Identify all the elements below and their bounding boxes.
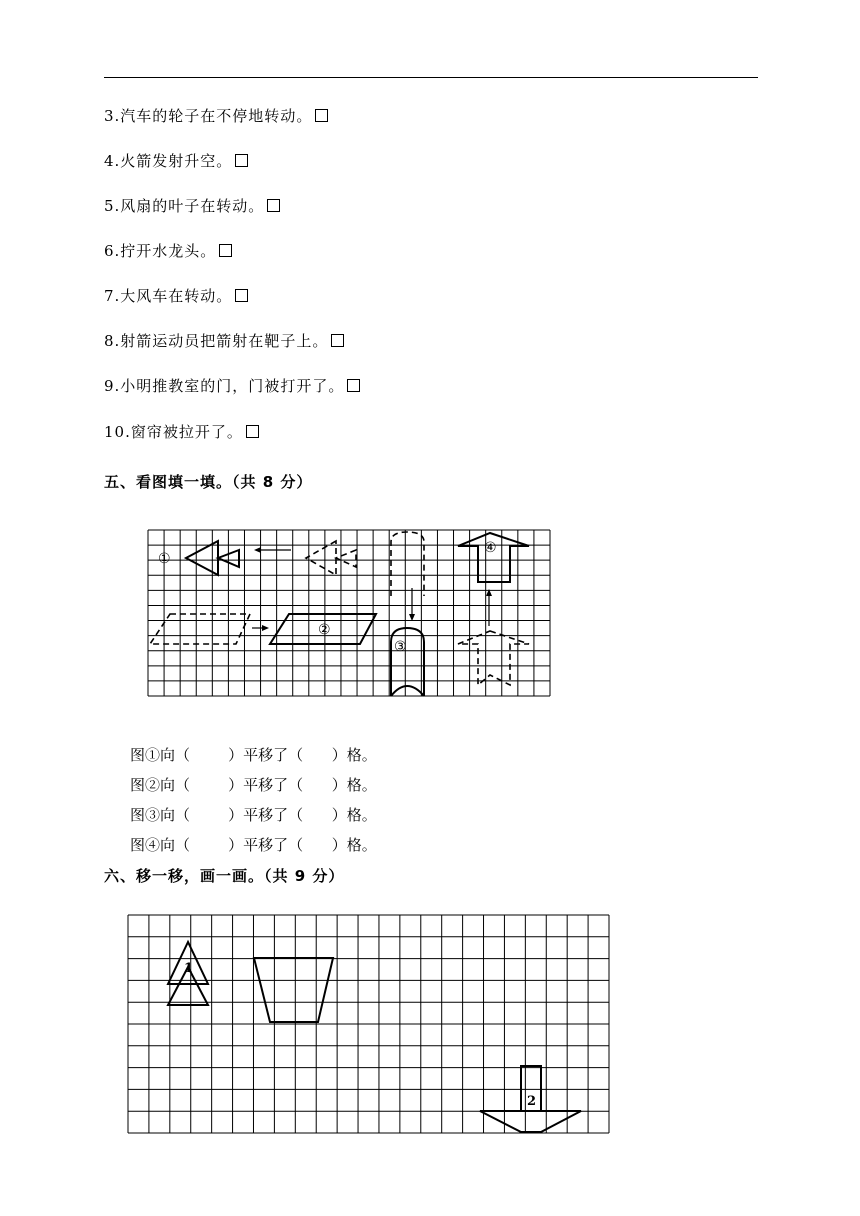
figure-3-label: ③ — [394, 639, 407, 655]
drawing-grid — [128, 915, 609, 1133]
answer-box[interactable] — [331, 334, 344, 347]
section-6-title: 六、移一移，画一画。（共 9 分） — [104, 867, 345, 885]
header-rule — [104, 77, 758, 78]
figure-1-label: ① — [158, 551, 171, 567]
figure-2-label: ② — [318, 622, 331, 638]
question-5: 5.风扇的叶子在转动。 — [104, 196, 280, 216]
question-9: 9.小明推教室的门，门被打开了。 — [104, 376, 360, 396]
figure-2-label: 2 — [527, 1094, 537, 1109]
figure-4-label: ④ — [484, 540, 497, 556]
figure-1-label: 1 — [184, 961, 194, 976]
answer-box[interactable] — [219, 244, 232, 257]
fill-line-2: 图②向（ ）平移了（ ）格。 — [130, 776, 377, 794]
answer-box[interactable] — [347, 379, 360, 392]
fill-line-1: 图①向（ ）平移了（ ）格。 — [130, 746, 377, 764]
answer-box[interactable] — [246, 425, 259, 438]
answer-box[interactable] — [267, 199, 280, 212]
question-10: 10.窗帘被拉开了。 — [104, 422, 259, 442]
fill-line-4: 图④向（ ）平移了（ ）格。 — [130, 836, 377, 854]
translation-grid — [148, 530, 550, 696]
answer-box[interactable] — [235, 289, 248, 302]
section-5-title: 五、看图填一填。（共 8 分） — [104, 473, 313, 491]
question-7: 7.大风车在转动。 — [104, 286, 248, 306]
question-8: 8.射箭运动员把箭射在靶子上。 — [104, 331, 344, 351]
trapezoid-shape — [254, 958, 333, 1022]
answer-box[interactable] — [235, 154, 248, 167]
question-6: 6.拧开水龙头。 — [104, 241, 232, 261]
question-4: 4.火箭发射升空。 — [104, 151, 248, 171]
answer-box[interactable] — [315, 109, 328, 122]
fill-line-3: 图③向（ ）平移了（ ）格。 — [130, 806, 377, 824]
figure-1-shape — [186, 541, 218, 575]
question-3: 3.汽车的轮子在不停地转动。 — [104, 106, 328, 126]
grid-lines — [128, 915, 609, 1133]
